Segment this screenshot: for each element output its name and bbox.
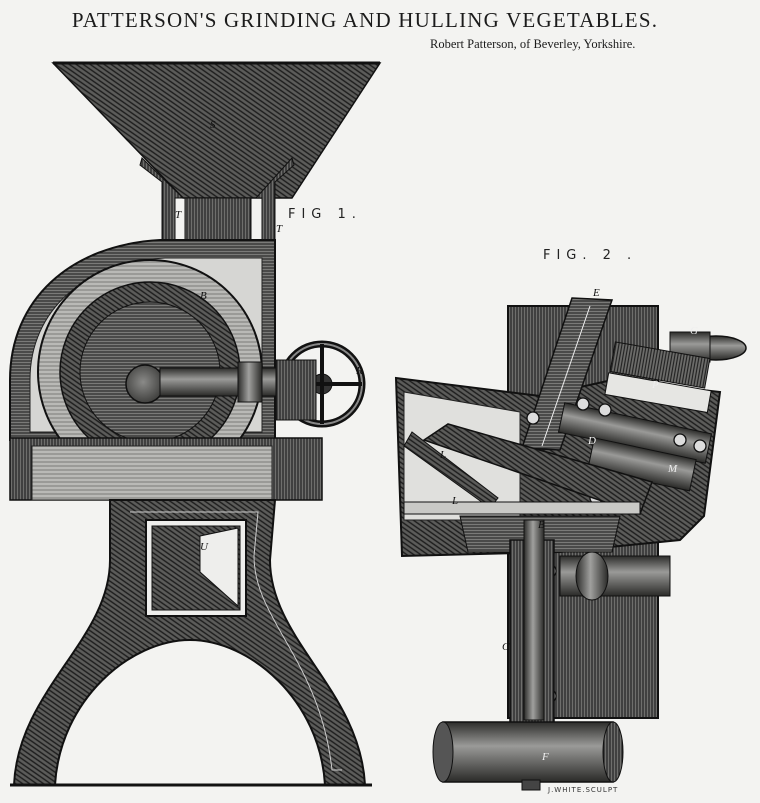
svg-text:P: P	[652, 379, 659, 391]
svg-text:M: M	[668, 463, 678, 475]
svg-text:S: S	[210, 119, 216, 131]
svg-text:F: F	[542, 751, 549, 763]
engraver-signature: J.WHITE.SCULPT	[548, 786, 619, 794]
svg-text:U: U	[200, 541, 208, 553]
svg-text:T: T	[276, 223, 283, 235]
svg-text:T: T	[175, 209, 182, 221]
svg-text:E: E	[593, 287, 600, 299]
inventor-credit: Robert Patterson, of Beverley, Yorkshire.	[430, 37, 636, 51]
svg-text:L: L	[440, 449, 447, 461]
handwheel	[276, 344, 362, 424]
svg-text:B: B	[538, 519, 545, 531]
svg-text:C: C	[502, 641, 510, 653]
pulley	[433, 722, 623, 782]
svg-text:L: L	[452, 495, 459, 507]
feed-spout	[185, 198, 251, 240]
hopper	[53, 63, 380, 198]
engraving-title: PATTERSON'S GRINDING AND HULLING VEGETABLES.	[71, 8, 659, 32]
svg-text:G: G	[690, 325, 698, 337]
stone-hub	[126, 365, 164, 403]
fig2-drawing	[396, 287, 746, 790]
svg-text:B: B	[200, 290, 207, 302]
fig2-label: FIG. 2 .	[543, 248, 638, 263]
svg-text:D: D	[588, 435, 596, 447]
fig1-label: FIG 1.	[288, 207, 362, 222]
svg-text:R: R	[356, 365, 363, 377]
fig1-drawing	[10, 63, 380, 785]
